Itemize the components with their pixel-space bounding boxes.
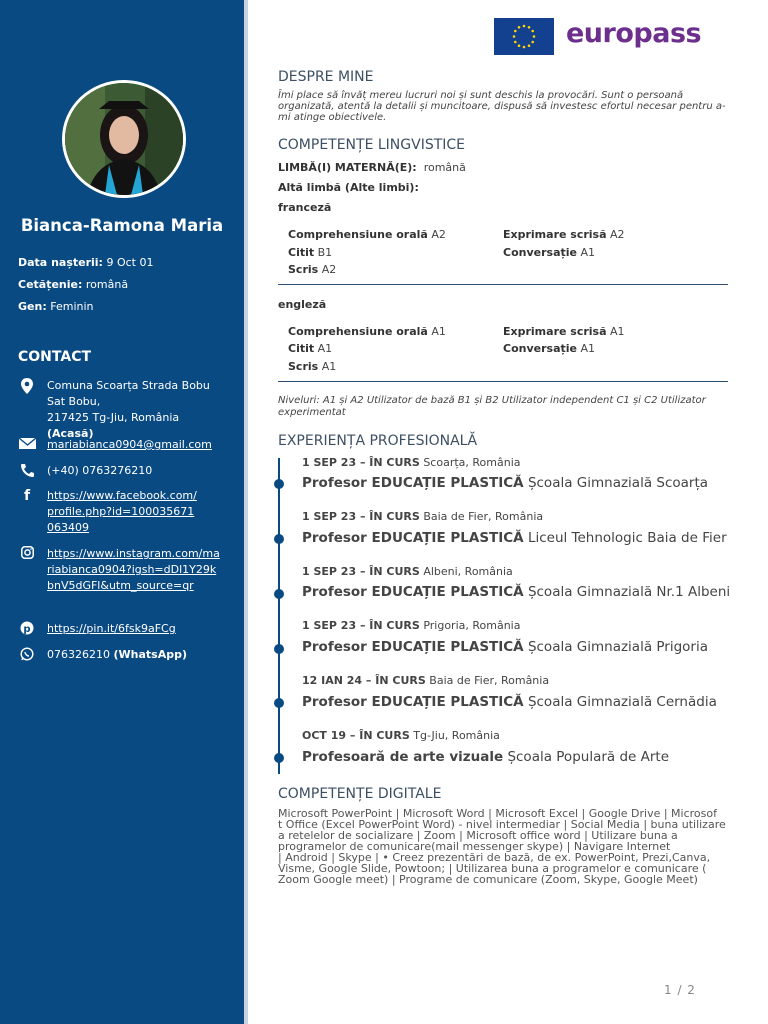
job-meta: 1 SEP 23 – ÎN CURS Baia de Fier, România (302, 510, 544, 523)
birth-date-row (18, 256, 153, 269)
job-meta: 12 IAN 24 – ÎN CURS Baia de Fier, România (302, 674, 550, 687)
pinterest-link[interactable]: https://pin.it/6fsk9aFCg (47, 622, 176, 635)
other-languages-label: Altă limbă (Alte limbi): (278, 181, 419, 194)
mother-tongue-label: LIMBĂ(I) MATERNĂ(E): (278, 161, 417, 174)
digital-skills-line: Microsoft PowerPoint | Microsoft Word | Microsoft Excel | Google Drive | Microsof (278, 807, 717, 820)
phone-number: (+40) 0763276210 (47, 464, 153, 477)
address-line-2: Sat Bobu, (47, 395, 101, 408)
birth-date-label: Data nașterii: (18, 256, 103, 269)
digital-skills-line: | Android | Skype | • Creez prezentări de bază, de ex. PowerPoint, Prezi,Canva, (278, 851, 711, 864)
address-line-3: 217425 Tg-Jiu, România (Acasă) (47, 411, 180, 440)
facebook-link[interactable]: https://www.facebook.com/profile.php?id=100035671063409 (47, 489, 197, 534)
digital-skills-line: a retelelor de socializare | Zoom | Microsoft office word | Utilizare buna a (278, 829, 678, 842)
person-name: Bianca-Ramona Maria (20, 216, 224, 235)
instagram-icon (18, 546, 36, 564)
job-meta: OCT 19 – ÎN CURS Tg-Jiu, România (302, 729, 500, 742)
svg-text:p: p (23, 624, 31, 635)
address-text (47, 378, 225, 442)
language-skill: Conversație A1 (503, 246, 596, 259)
language-levels-note: Niveluri: A1 și A2 Utilizator de bază B1 și B2 Utilizator independent C1 și C2 Utilizator experimentat (278, 395, 706, 418)
job-meta: 1 SEP 23 – ÎN CURS Scoarța, România (302, 456, 521, 469)
mother-tongue-row (278, 161, 466, 174)
languages-heading: COMPETENȚE LINGVISTICE (278, 137, 466, 153)
pinterest-row (18, 621, 238, 637)
phone-icon (18, 463, 36, 483)
whatsapp-tag: (WhatsApp) (113, 648, 188, 661)
experience-heading: EXPERIENȚA PROFESIONALĂ (278, 433, 478, 449)
digital-skills-line: Visme, Google Slide, Powtoon; | Utilizarea buna a programelor e comunicare ( (278, 862, 707, 875)
language-skill: Citit B1 (288, 246, 333, 259)
instagram-row (18, 546, 238, 612)
instagram-link[interactable]: https://www.instagram.com/mariabianca0904?igsh=dDl1Y29kbnV5dGFl&utm_source=qr (47, 547, 220, 592)
gender-value: Feminin (50, 300, 94, 313)
pinterest-icon (18, 621, 36, 640)
timeline-dot (274, 479, 284, 489)
mother-tongue-value: română (423, 161, 466, 174)
language-skill: Comprehensiune orală A2 (288, 228, 446, 241)
email-row (18, 437, 238, 453)
language-skill: Citit A1 (288, 342, 333, 355)
timeline-dot (274, 644, 284, 654)
digital-skills-list (278, 808, 730, 885)
timeline-dot (274, 698, 284, 708)
email-link[interactable]: mariabianca0904@gmail.com (47, 438, 212, 451)
language-skill: Conversație A1 (503, 342, 596, 355)
timeline-dot (274, 753, 284, 763)
facebook-icon: f (23, 488, 31, 504)
sidebar-edge (244, 0, 248, 1024)
language-name: franceză (278, 201, 332, 214)
page-indicator: 1 / 2 (664, 983, 696, 997)
digital-skills-line: t Office (Excel PowerPoint Word) - nivel intermediar | Social Media | buna utilizare (278, 818, 726, 831)
address-tag: (Acasă) (47, 427, 94, 440)
timeline-dot (274, 534, 284, 544)
profile-photo (62, 80, 186, 198)
language-skill: Exprimare scrisă A2 (503, 228, 625, 241)
about-text: Îmi place să învăț mereu lucruri noi și sunt deschis la provocări. Sunt o persoană organizată, atentă la detalii și muncitoare, dispusă să investesc efortul necesar pentru a-mi atinge obiectivele. (278, 90, 726, 123)
whatsapp-row (18, 647, 238, 663)
gender-label: Gen: (18, 300, 47, 313)
job-title: Profesor EDUCAȚIE PLASTICĂ Liceul Tehnologic Baia de Fier (302, 530, 727, 546)
language-name: engleză (278, 298, 327, 311)
birth-date-value: 9 Oct 01 (106, 256, 154, 269)
timeline-line (278, 458, 280, 774)
language-skill: Comprehensiune orală A1 (288, 325, 446, 338)
job-title: Profesor EDUCAȚIE PLASTICĂ Școala Gimnazială Cernădia (302, 694, 717, 710)
language-skill: Scris A2 (288, 263, 337, 276)
digital-skills-line: Zoom Google meet) | Programe de comunicare (Zoom, Skype, Google Meet) (278, 873, 698, 886)
citizenship-row (18, 278, 128, 291)
citizenship-label: Cetățenie: (18, 278, 83, 291)
location-pin-icon (18, 378, 36, 399)
timeline-dot (274, 589, 284, 599)
job-meta: 1 SEP 23 – ÎN CURS Albeni, România (302, 565, 513, 578)
whatsapp-text: 076326210 (WhatsApp) (47, 648, 188, 661)
digital-skills-heading: COMPETENȚE DIGITALE (278, 786, 442, 802)
about-heading: DESPRE MINE (278, 69, 374, 85)
phone-row (18, 463, 238, 479)
job-meta: 1 SEP 23 – ÎN CURS Prigoria, România (302, 619, 521, 632)
job-title: Profesor EDUCAȚIE PLASTICĂ Școala Gimnazială Scoarța (302, 475, 709, 491)
address-row (18, 378, 238, 440)
envelope-icon (18, 437, 36, 455)
job-title: Profesor EDUCAȚIE PLASTICĂ Școala Gimnazială Prigoria (302, 639, 708, 655)
eu-flag-logo (494, 18, 554, 55)
address-line-1: Comuna Scoarța Strada Bobu (47, 379, 210, 392)
job-title: Profesor EDUCAȚIE PLASTICĂ Școala Gimnazială Nr.1 Albeni (302, 584, 731, 600)
contact-heading: CONTACT (18, 349, 92, 365)
divider (278, 381, 728, 382)
divider (278, 284, 728, 285)
whatsapp-icon (18, 647, 36, 666)
language-skill: Exprimare scrisă A1 (503, 325, 625, 338)
gender-row (18, 300, 94, 313)
job-title: Profesoară de arte vizuale Școala Populară de Arte (302, 749, 670, 765)
europass-logo-text: europass (566, 18, 702, 49)
digital-skills-line: programelor de comunicare(mail messenger skype) | Navigare Internet (278, 840, 671, 853)
facebook-row (18, 488, 238, 538)
citizenship-value: română (85, 278, 129, 291)
language-skill: Scris A1 (288, 360, 337, 373)
